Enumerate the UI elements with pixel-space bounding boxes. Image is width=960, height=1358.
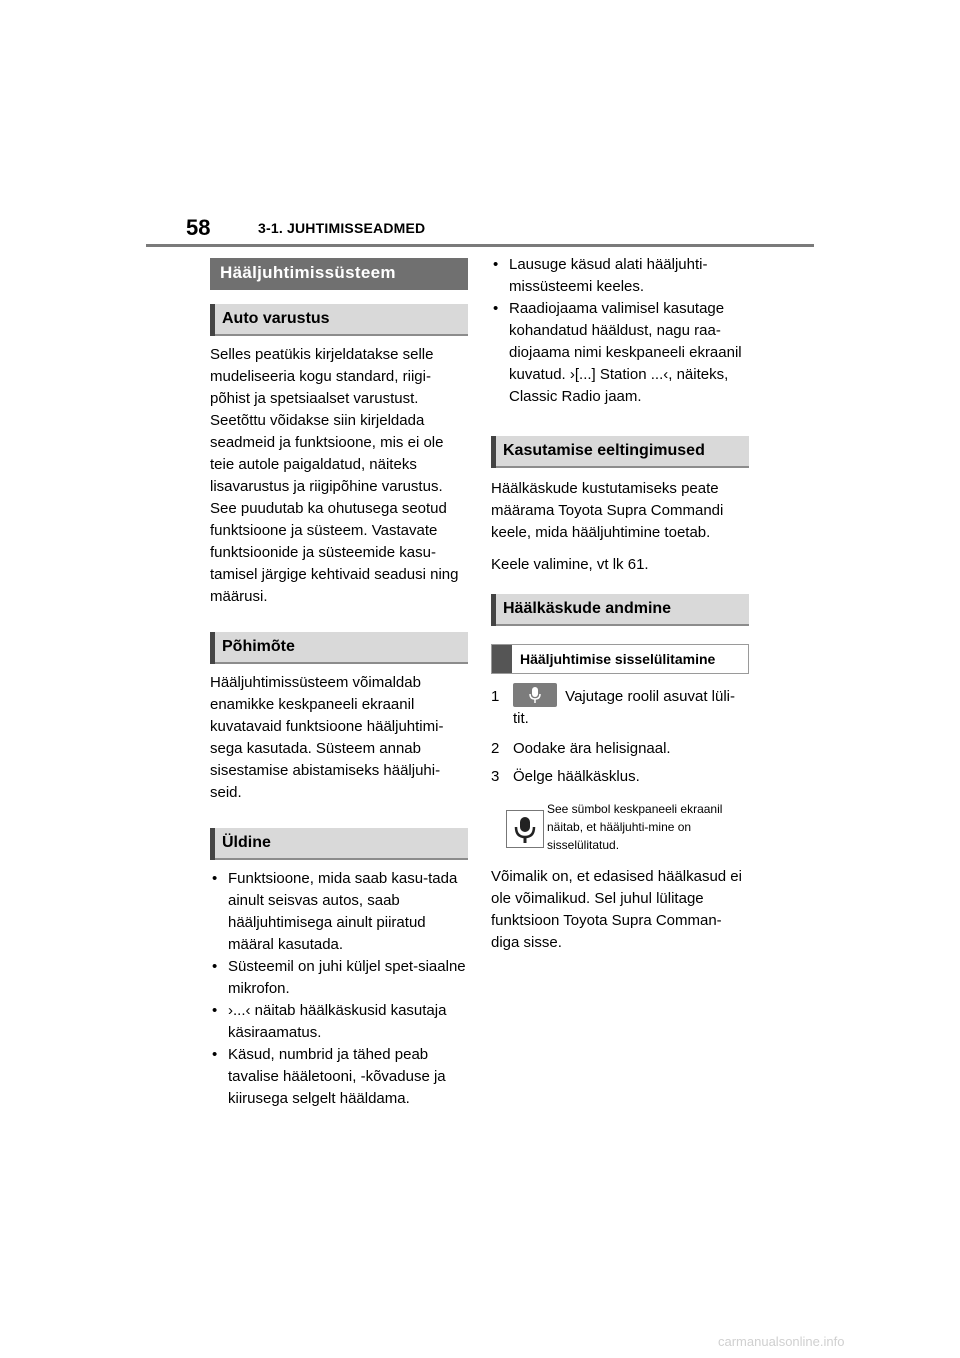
heading-haalkaskude-andmine: Häälkäskude andmine <box>491 594 749 626</box>
heading-auto-varustus: Auto varustus <box>210 304 468 336</box>
microphone-note <box>491 800 749 854</box>
heading-uldine: Üldine <box>210 828 468 860</box>
final-text: Võimalik on, et edasised häälkasud ei ole võimalikud. Sel juhul lülitage funktsioon Toyota Supra Comman-diga sisse. <box>491 868 742 951</box>
page-number: 58 <box>186 215 211 240</box>
subheading-sisselulitamine: Hääljuhtimise sisselülitamine <box>491 644 749 674</box>
step-3 <box>491 766 749 788</box>
step-text: Öelge häälkäsklus. <box>513 768 640 785</box>
step-text: Oodake ära helisignaal. <box>513 740 671 757</box>
pohimote-text: Hääljuhtimissüsteem võimaldab enamikke keskpaneeli ekraanil kuvatavaid funktsioone hääljuhtimi-sega kasutada. Süsteem annab sisestamise abistamiseks hääljuhi-seid. <box>210 674 444 801</box>
step-number: 3 <box>491 768 500 785</box>
kasutamise-text: Häälkäskude kustutamiseks peate määrama Toyota Supra Commandi keele, mida hääljuhtimine toetab. <box>491 480 724 541</box>
chapter-title: 3-1. JUHTIMISSEADMED <box>258 220 426 236</box>
list-item: • Raadiojaama valimisel kasutage kohandatud hääldust, nagu raa-diojaama nimi keskpaneeli ekraanil kuvatud. ›[...] Station ...‹, näiteks, Classic Radio jaam. <box>493 300 742 405</box>
uldine-bullet-list <box>210 868 468 1110</box>
step-2 <box>491 738 749 760</box>
header-divider <box>146 244 814 247</box>
language-reference: Keele valimine, vt lk 61. <box>491 556 649 573</box>
language-bullet-list <box>491 254 749 408</box>
auto-varustus-text: Selles peatükis kirjeldatakse selle mudeliseeria kogu standard, riigi-põhist ja spetsiaalset varustust. Seetõttu võidakse siin kirjeldada seadmeid ja funktsioone, mis ei ole teie autole paigaldatud, näiteks lisavarustus ja riigipõhine varustus. See puudutab ka ohutusega seotud funktsioone ja süsteem. Vastavate funktsioonide ja süsteemide kasu-tamisel järgige kehtivaid seadusi ning määrusi. <box>210 346 459 605</box>
watermark: carmanualsonline.info <box>718 1334 845 1349</box>
heading-pohimote: Põhimõte <box>210 632 468 664</box>
microphone-icon <box>506 810 544 848</box>
right-column <box>491 254 749 954</box>
list-item: • Funktsioone, mida saab kasu-tada ainult seisvas autos, saab hääljuhtimisega ainult piiratud määral kasutada. <box>212 870 458 953</box>
voice-button-icon <box>513 683 557 707</box>
section-title: Hääljuhtimissüsteem <box>210 258 468 290</box>
step-number: 2 <box>491 740 500 757</box>
step-1 <box>491 686 749 730</box>
left-column <box>210 258 468 1110</box>
list-item: • Süsteemil on juhi küljel spet-siaalne mikrofon. <box>212 958 466 997</box>
step-text: Vajutage roolil asuvat lüli-tit. <box>513 688 735 727</box>
list-item: • Käsud, numbrid ja tähed peab tavalise hääletooni, -kõvaduse ja kiirusega selgelt hääldama. <box>212 1046 446 1107</box>
heading-kasutamise-eeltingimused: Kasutamise eeltingimused <box>491 436 749 468</box>
list-item: • Lausuge käsud alati hääljuhti-missüsteemi keeles. <box>493 256 708 295</box>
note-text: See sümbol keskpaneeli ekraanil näitab, et hääljuhti-mine on sisselülitatud. <box>547 802 723 852</box>
step-number: 1 <box>491 688 500 705</box>
list-item: • ›...‹ näitab häälkäskusid kasutaja käsiraamatus. <box>212 1002 447 1041</box>
